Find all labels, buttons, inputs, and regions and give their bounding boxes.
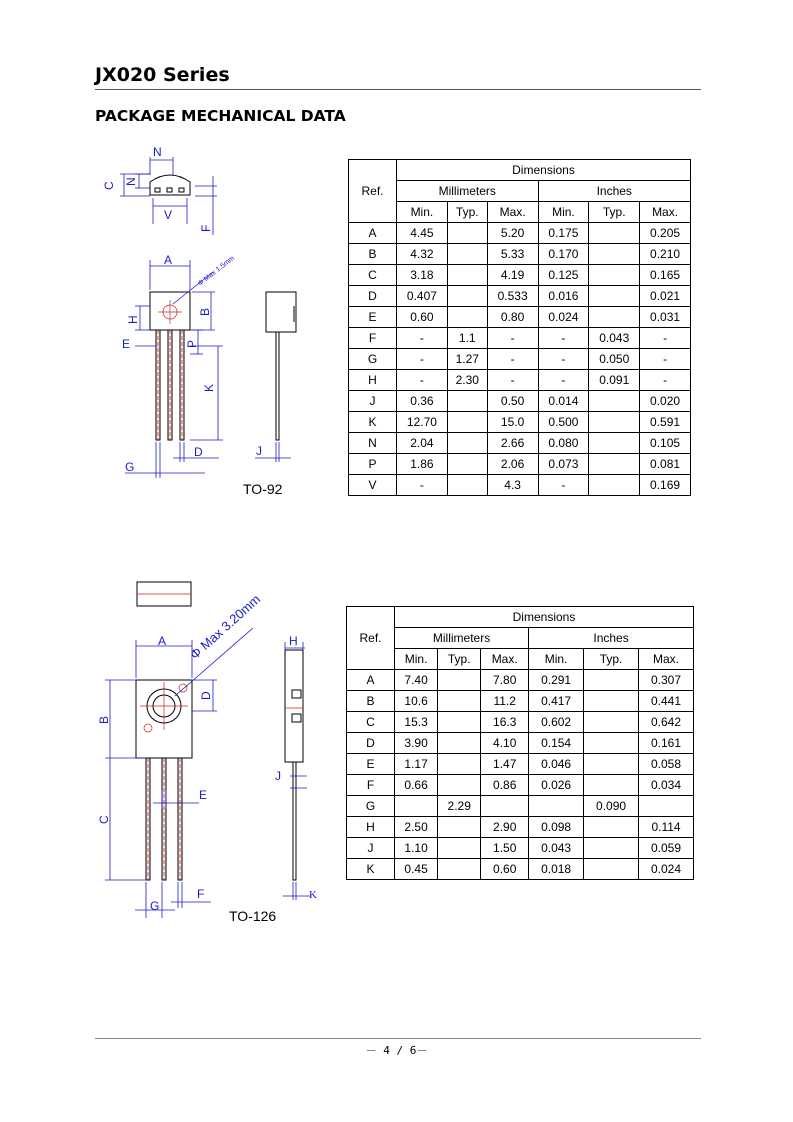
- to92-dim-v: V: [164, 208, 173, 222]
- table-dimensions-head: Dimensions: [397, 160, 691, 181]
- value-cell: [438, 691, 481, 712]
- table-row: [349, 223, 691, 244]
- value-cell: [589, 475, 640, 496]
- value-cell: -: [640, 349, 691, 370]
- value-cell: [584, 775, 639, 796]
- value-cell: 2.66: [487, 433, 538, 454]
- value-cell: [395, 796, 438, 817]
- table-subhead: Max.: [487, 202, 538, 223]
- value-cell: [639, 796, 694, 817]
- to126-phi-note: Φ Max 3.20mm: [186, 591, 264, 663]
- value-cell: 2.06: [487, 454, 538, 475]
- table-in-head: Inches: [538, 181, 690, 202]
- ref-cell: A: [347, 670, 395, 691]
- value-cell: 15.3: [395, 712, 438, 733]
- table-row: [347, 754, 694, 775]
- table-subhead: Min.: [397, 202, 448, 223]
- value-cell: [438, 733, 481, 754]
- to126-dim-e: E: [199, 788, 208, 802]
- value-cell: 0.642: [639, 712, 694, 733]
- value-cell: 0.031: [640, 307, 691, 328]
- value-cell: 0.591: [640, 412, 691, 433]
- value-cell: [438, 712, 481, 733]
- value-cell: 0.073: [538, 454, 589, 475]
- to92-drawing: [95, 140, 325, 490]
- value-cell: [481, 796, 529, 817]
- value-cell: [589, 391, 640, 412]
- table-row: [347, 859, 694, 880]
- ref-cell: G: [347, 796, 395, 817]
- value-cell: 0.090: [584, 796, 639, 817]
- value-cell: [447, 265, 487, 286]
- to92-dim-p: P: [185, 339, 199, 348]
- ref-cell: F: [347, 775, 395, 796]
- table-subhead: Min.: [538, 202, 589, 223]
- series-title: JX020 Series: [95, 64, 230, 86]
- to92-dim-n-side: N: [124, 177, 138, 186]
- value-cell: -: [640, 370, 691, 391]
- to126-top-view: [137, 582, 191, 606]
- value-cell: 0.417: [529, 691, 584, 712]
- ref-cell: D: [347, 733, 395, 754]
- value-cell: 2.29: [438, 796, 481, 817]
- value-cell: 4.19: [487, 265, 538, 286]
- value-cell: [447, 433, 487, 454]
- value-cell: 0.081: [640, 454, 691, 475]
- value-cell: 0.175: [538, 223, 589, 244]
- value-cell: 0.021: [640, 286, 691, 307]
- value-cell: -: [538, 370, 589, 391]
- value-cell: 11.2: [481, 691, 529, 712]
- table-dimensions-head: Dimensions: [395, 607, 694, 628]
- value-cell: 0.161: [639, 733, 694, 754]
- value-cell: 0.105: [640, 433, 691, 454]
- value-cell: 0.114: [639, 817, 694, 838]
- value-cell: 0.024: [538, 307, 589, 328]
- value-cell: 16.3: [481, 712, 529, 733]
- table-row: [347, 712, 694, 733]
- value-cell: [438, 670, 481, 691]
- ref-cell: N: [349, 433, 397, 454]
- to126-side-view: [285, 650, 303, 880]
- value-cell: 0.36: [397, 391, 448, 412]
- ref-cell: E: [347, 754, 395, 775]
- table-row: [347, 733, 694, 754]
- table-row: [349, 370, 691, 391]
- table-row: [349, 454, 691, 475]
- value-cell: 1.10: [395, 838, 438, 859]
- table-subhead: Typ.: [584, 649, 639, 670]
- value-cell: 4.45: [397, 223, 448, 244]
- table-subhead: Typ.: [438, 649, 481, 670]
- value-cell: 0.058: [639, 754, 694, 775]
- table-subhead: Max.: [640, 202, 691, 223]
- to92-dim-d: D: [194, 445, 203, 459]
- value-cell: [447, 475, 487, 496]
- value-cell: 0.043: [529, 838, 584, 859]
- table-row: [347, 838, 694, 859]
- to126-dimensions-table: [346, 606, 694, 880]
- value-cell: 1.1: [447, 328, 487, 349]
- value-cell: [589, 454, 640, 475]
- table-row: [349, 307, 691, 328]
- value-cell: 4.3: [487, 475, 538, 496]
- to126-dim-j: J: [275, 769, 281, 783]
- table-subhead: Min.: [395, 649, 438, 670]
- table-row: [347, 796, 694, 817]
- to92-dim-h: H: [126, 315, 140, 324]
- value-cell: 0.014: [538, 391, 589, 412]
- to92-dim-n: N: [153, 145, 162, 159]
- value-cell: 0.024: [639, 859, 694, 880]
- value-cell: [589, 286, 640, 307]
- ref-cell: J: [347, 838, 395, 859]
- value-cell: [447, 454, 487, 475]
- table-row: [349, 328, 691, 349]
- value-cell: [438, 838, 481, 859]
- value-cell: 0.080: [538, 433, 589, 454]
- to126-dim-b: B: [97, 715, 111, 724]
- to92-top-view: [150, 175, 190, 195]
- value-cell: 0.66: [395, 775, 438, 796]
- value-cell: 0.86: [481, 775, 529, 796]
- ref-cell: B: [349, 244, 397, 265]
- table-ref-head: Ref.: [349, 160, 397, 223]
- value-cell: 0.45: [395, 859, 438, 880]
- ref-cell: K: [347, 859, 395, 880]
- value-cell: [589, 433, 640, 454]
- value-cell: 0.60: [397, 307, 448, 328]
- ref-cell: C: [349, 265, 397, 286]
- to92-dim-a: A: [164, 253, 173, 267]
- table-row: [347, 691, 694, 712]
- value-cell: 0.80: [487, 307, 538, 328]
- value-cell: -: [487, 349, 538, 370]
- to126-dim-f: F: [197, 887, 205, 901]
- value-cell: 0.046: [529, 754, 584, 775]
- value-cell: 0.026: [529, 775, 584, 796]
- to92-dim-j: J: [256, 444, 262, 458]
- table-row: [349, 433, 691, 454]
- value-cell: 2.04: [397, 433, 448, 454]
- ref-cell: G: [349, 349, 397, 370]
- ref-cell: E: [349, 307, 397, 328]
- value-cell: 0.018: [529, 859, 584, 880]
- section-title: PACKAGE MECHANICAL DATA: [95, 107, 346, 125]
- to92-dim-k: K: [202, 383, 216, 392]
- value-cell: [447, 223, 487, 244]
- value-cell: 1.50: [481, 838, 529, 859]
- value-cell: 5.20: [487, 223, 538, 244]
- value-cell: 0.205: [640, 223, 691, 244]
- value-cell: [447, 244, 487, 265]
- to126-package-label: TO-126: [229, 908, 277, 924]
- value-cell: [447, 286, 487, 307]
- value-cell: [438, 817, 481, 838]
- to92-dim-c: C: [102, 181, 116, 190]
- value-cell: -: [538, 328, 589, 349]
- value-cell: 2.50: [395, 817, 438, 838]
- value-cell: 0.098: [529, 817, 584, 838]
- value-cell: [589, 244, 640, 265]
- ref-cell: H: [347, 817, 395, 838]
- value-cell: 0.533: [487, 286, 538, 307]
- ref-cell: B: [347, 691, 395, 712]
- ref-cell: H: [349, 370, 397, 391]
- footer-rule: [95, 1038, 701, 1039]
- to92-phi-note: Φ Max 1.5mm: [196, 254, 236, 288]
- table-subhead: Max.: [481, 649, 529, 670]
- table-row: [347, 670, 694, 691]
- value-cell: 15.0: [487, 412, 538, 433]
- to92-dimensions-table: [348, 159, 691, 496]
- value-cell: 0.210: [640, 244, 691, 265]
- table-row: [349, 244, 691, 265]
- ref-cell: J: [349, 391, 397, 412]
- value-cell: [438, 754, 481, 775]
- ref-cell: V: [349, 475, 397, 496]
- to92-side-view: [266, 292, 296, 440]
- value-cell: 0.60: [481, 859, 529, 880]
- value-cell: 0.291: [529, 670, 584, 691]
- to92-dim-f: F: [199, 224, 213, 232]
- value-cell: [584, 817, 639, 838]
- value-cell: 0.169: [640, 475, 691, 496]
- value-cell: 7.80: [481, 670, 529, 691]
- to126-dim-k: K: [309, 889, 317, 901]
- value-cell: 3.18: [397, 265, 448, 286]
- value-cell: 0.034: [639, 775, 694, 796]
- table-subhead: Typ.: [447, 202, 487, 223]
- value-cell: [589, 412, 640, 433]
- value-cell: -: [538, 475, 589, 496]
- value-cell: 0.170: [538, 244, 589, 265]
- value-cell: [584, 754, 639, 775]
- value-cell: 1.17: [395, 754, 438, 775]
- ref-cell: P: [349, 454, 397, 475]
- to92-package-label: TO-92: [243, 481, 283, 497]
- page-number: － 4 / 6－: [365, 1044, 428, 1057]
- value-cell: -: [487, 328, 538, 349]
- value-cell: -: [538, 349, 589, 370]
- value-cell: -: [640, 328, 691, 349]
- value-cell: [589, 307, 640, 328]
- value-cell: -: [397, 475, 448, 496]
- value-cell: 0.602: [529, 712, 584, 733]
- value-cell: 0.043: [589, 328, 640, 349]
- table-mm-head: Millimeters: [397, 181, 539, 202]
- ref-cell: F: [349, 328, 397, 349]
- to126-dim-d: D: [199, 691, 213, 700]
- table-row: [349, 286, 691, 307]
- value-cell: 0.441: [639, 691, 694, 712]
- value-cell: 3.90: [395, 733, 438, 754]
- value-cell: 1.47: [481, 754, 529, 775]
- value-cell: -: [397, 328, 448, 349]
- value-cell: 7.40: [395, 670, 438, 691]
- value-cell: 1.86: [397, 454, 448, 475]
- value-cell: -: [397, 349, 448, 370]
- value-cell: 4.10: [481, 733, 529, 754]
- table-subhead: Max.: [639, 649, 694, 670]
- value-cell: [584, 859, 639, 880]
- ref-cell: D: [349, 286, 397, 307]
- table-mm-head: Millimeters: [395, 628, 529, 649]
- ref-cell: K: [349, 412, 397, 433]
- value-cell: 0.020: [640, 391, 691, 412]
- to92-dim-e: E: [122, 337, 131, 351]
- value-cell: [447, 307, 487, 328]
- to126-dim-c: C: [97, 815, 111, 824]
- value-cell: -: [487, 370, 538, 391]
- value-cell: [447, 412, 487, 433]
- value-cell: [584, 670, 639, 691]
- value-cell: 2.30: [447, 370, 487, 391]
- table-row: [349, 349, 691, 370]
- table-subhead: Min.: [529, 649, 584, 670]
- table-subhead: Typ.: [589, 202, 640, 223]
- value-cell: 12.70: [397, 412, 448, 433]
- value-cell: 1.27: [447, 349, 487, 370]
- value-cell: [589, 223, 640, 244]
- table-row: [349, 391, 691, 412]
- value-cell: 0.091: [589, 370, 640, 391]
- value-cell: 10.6: [395, 691, 438, 712]
- value-cell: [438, 859, 481, 880]
- value-cell: [584, 712, 639, 733]
- ref-cell: C: [347, 712, 395, 733]
- to92-dim-b: B: [198, 307, 212, 316]
- table-row: [349, 475, 691, 496]
- value-cell: 0.154: [529, 733, 584, 754]
- value-cell: [584, 733, 639, 754]
- value-cell: 0.050: [589, 349, 640, 370]
- value-cell: 0.165: [640, 265, 691, 286]
- to126-dim-a: A: [158, 634, 167, 648]
- value-cell: 5.33: [487, 244, 538, 265]
- value-cell: [589, 265, 640, 286]
- value-cell: 0.016: [538, 286, 589, 307]
- value-cell: [584, 838, 639, 859]
- value-cell: -: [397, 370, 448, 391]
- value-cell: [447, 391, 487, 412]
- table-row: [347, 817, 694, 838]
- value-cell: 0.500: [538, 412, 589, 433]
- value-cell: 4.32: [397, 244, 448, 265]
- table-ref-head: Ref.: [347, 607, 395, 670]
- table-row: [347, 775, 694, 796]
- value-cell: 0.125: [538, 265, 589, 286]
- table-in-head: Inches: [529, 628, 694, 649]
- value-cell: 2.90: [481, 817, 529, 838]
- to92-dim-g: G: [125, 460, 135, 474]
- value-cell: 0.407: [397, 286, 448, 307]
- ref-cell: A: [349, 223, 397, 244]
- header-rule: [95, 89, 701, 90]
- to126-dim-g: G: [150, 899, 160, 913]
- value-cell: [529, 796, 584, 817]
- table-row: [349, 265, 691, 286]
- value-cell: [584, 691, 639, 712]
- value-cell: 0.50: [487, 391, 538, 412]
- to126-dim-h: H: [289, 634, 298, 648]
- value-cell: 0.307: [639, 670, 694, 691]
- to126-drawing: [95, 578, 335, 918]
- value-cell: 0.059: [639, 838, 694, 859]
- value-cell: [438, 775, 481, 796]
- table-row: [349, 412, 691, 433]
